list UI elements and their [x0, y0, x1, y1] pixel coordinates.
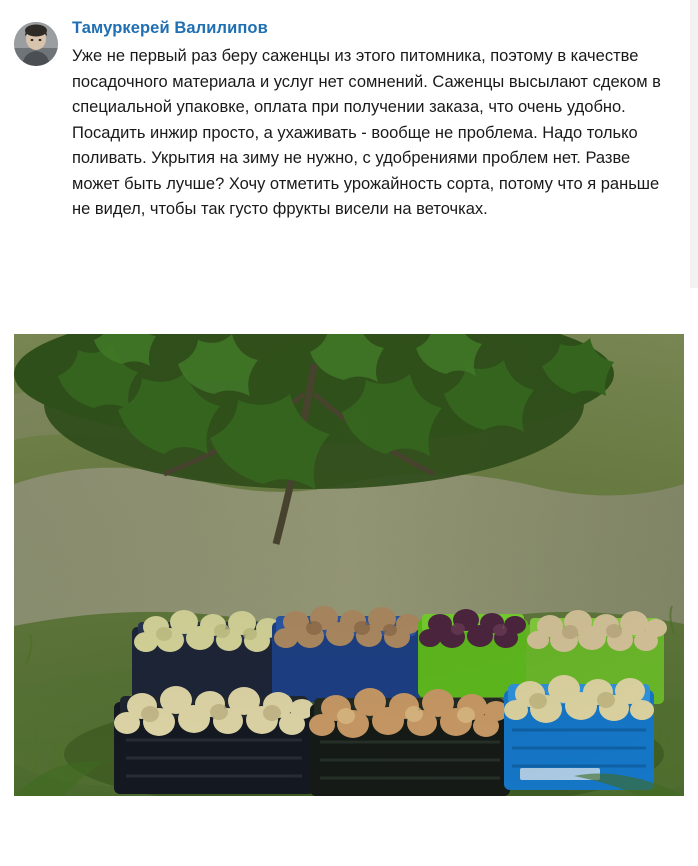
right-edge-divider	[690, 0, 698, 288]
avatar-image	[14, 22, 58, 66]
review-photo-image	[14, 334, 684, 796]
review-photo[interactable]	[14, 334, 684, 796]
review-text: Уже не первый раз беру саженцы из этого питомника, поэтому в качестве посадочного материала и услуг нет сомнений. Саженцы высылают сдеком в специальной упаковке, оплата при получении заказа, что очень удобно. Посадить инжир просто, а ухаживать - вообще не проблема. Надо только поливать. Укрытия на зиму не нужно, с удобрениями проблем нет. Разве может быть лучше? Хочу отметить урожайность сорта, потому что я раньше не видел, чтобы так густо фрукты висели на веточках.	[72, 47, 661, 218]
avatar[interactable]	[14, 22, 58, 66]
review-body	[72, 18, 674, 223]
review-header	[0, 0, 698, 223]
review-author-name[interactable]: Тамуркерей Валилипов	[72, 19, 268, 37]
